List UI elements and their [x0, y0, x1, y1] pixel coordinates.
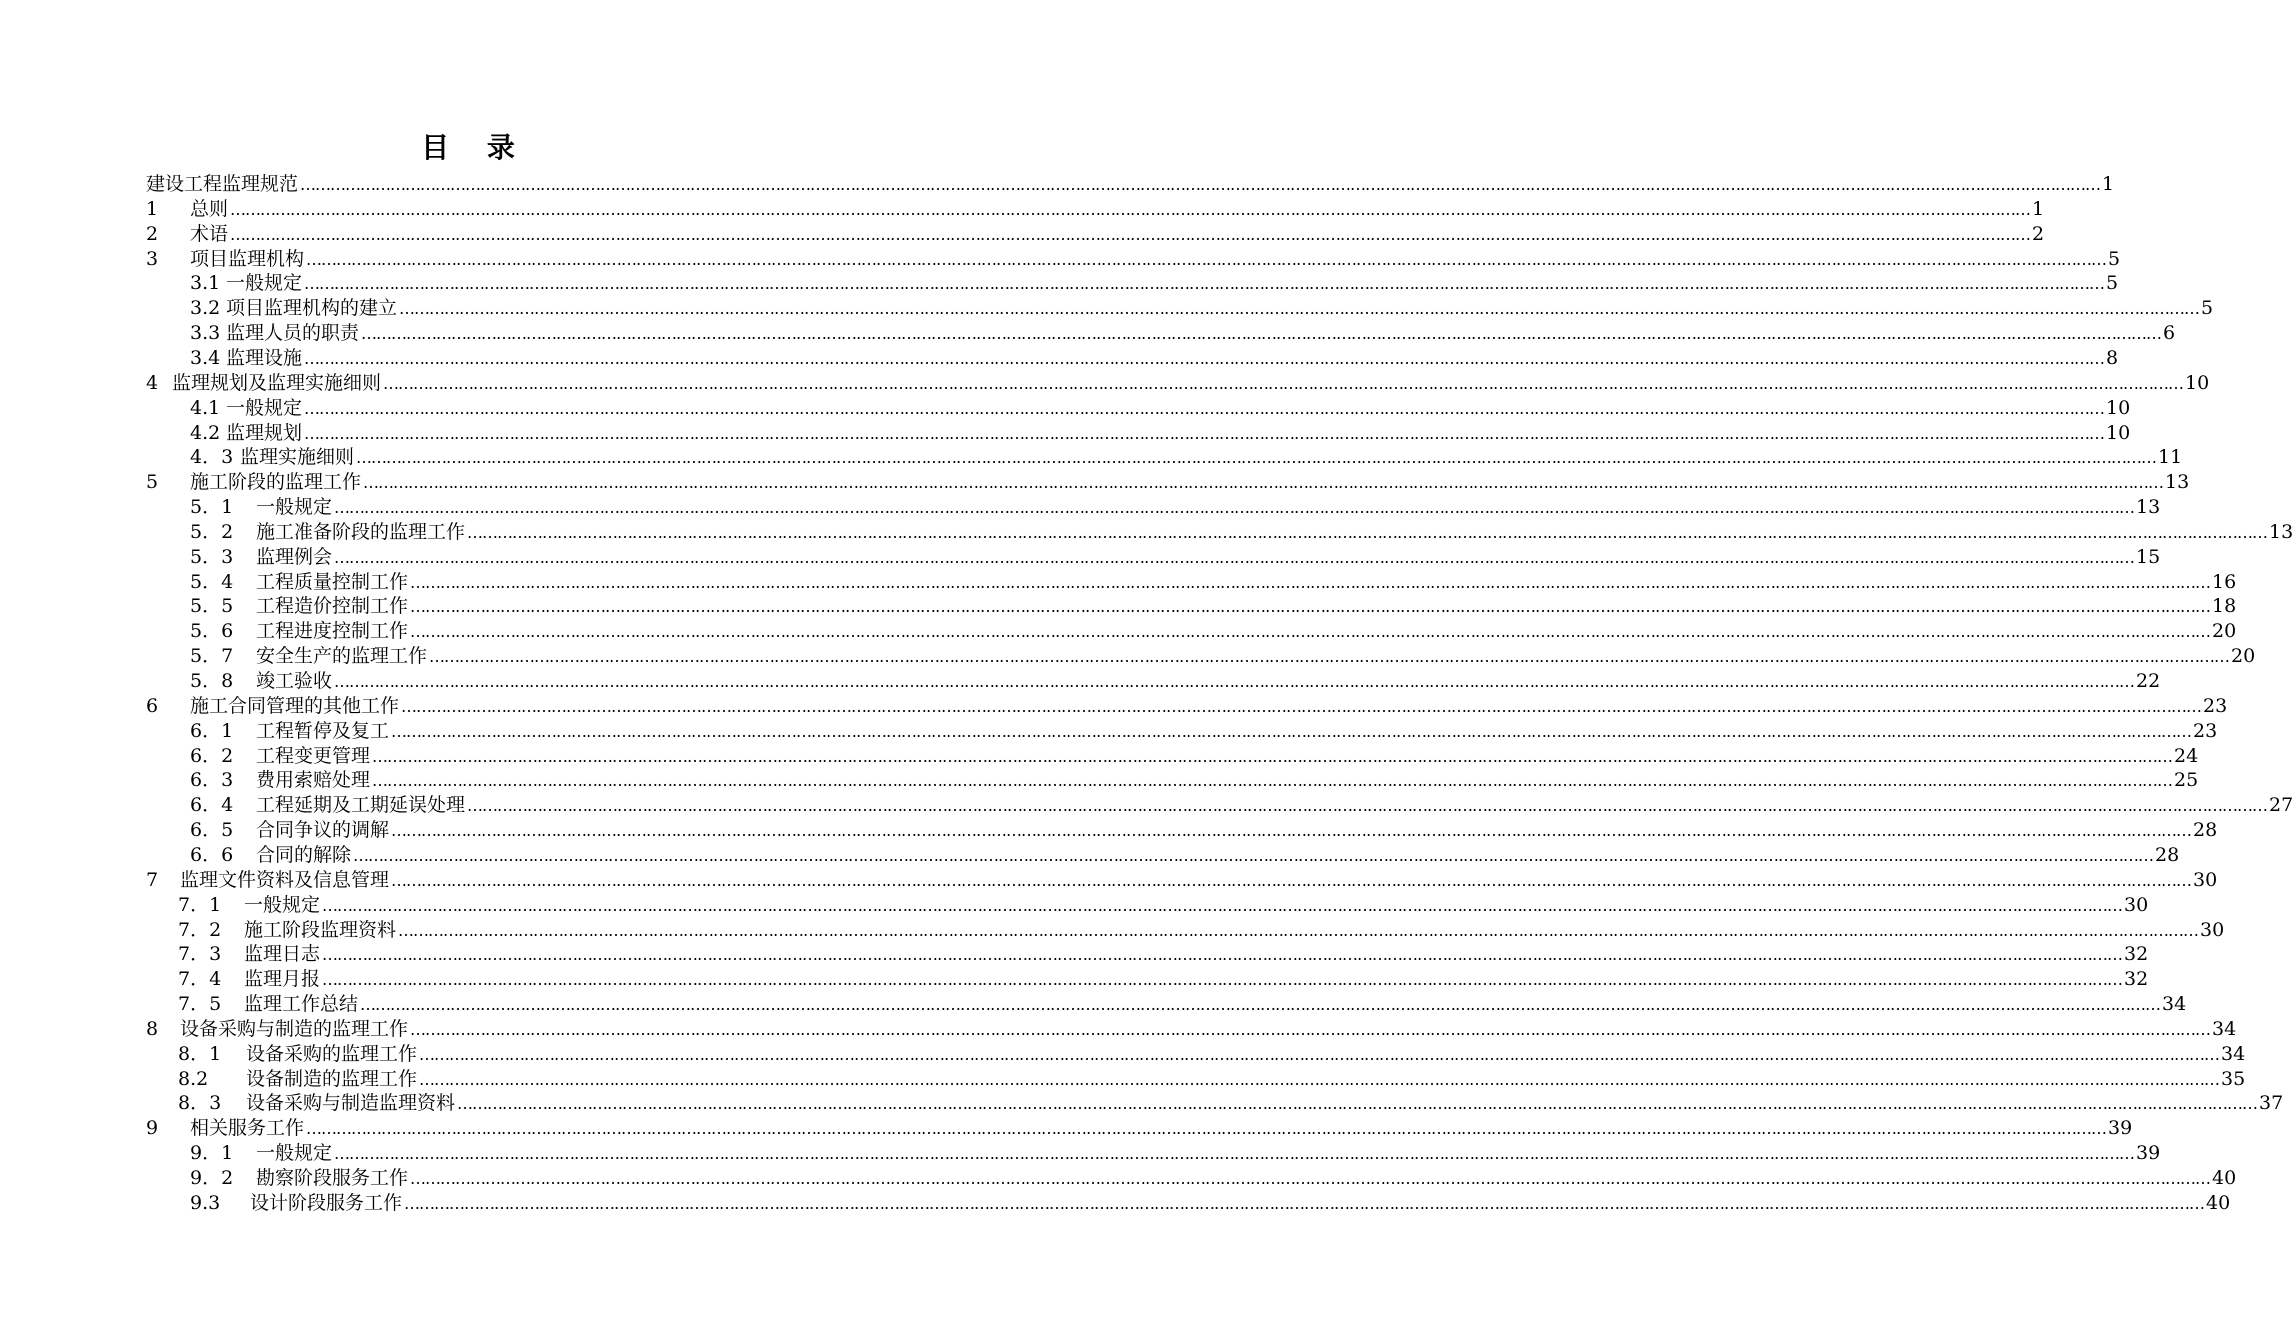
toc-entry-label: 一般规定 [256, 496, 333, 519]
toc-entry-page-number: 20 [2231, 645, 2256, 668]
toc-entry-page-number: 24 [2174, 744, 2199, 767]
toc-entry-number: 6．2 [190, 744, 234, 767]
toc-entry-page-number: 1 [2102, 173, 2115, 195]
toc-entry-page-number: 22 [2136, 670, 2161, 692]
toc-entry-number: 7．2 [178, 918, 222, 941]
toc-entry-page-number: 39 [2108, 1117, 2133, 1140]
toc-entry[interactable] [190, 644, 2256, 669]
toc-entry-label: 相关服务工作 [190, 1117, 305, 1140]
toc-entry[interactable] [178, 1091, 2284, 1116]
toc-entry-number: 8．1 [178, 1042, 222, 1065]
toc-entry-label: 施工合同管理的其他工作 [190, 694, 400, 717]
toc-leader-dots: ……………………………………………………………………………………………………………………………………………………………………………………………………………………………………………………………………………………………………………………………… [467, 522, 2268, 542]
toc-entry-page-number: 13 [2165, 471, 2190, 494]
toc-leader-dots: ……………………………………………………………………………………………………………………………………………………………………………………………………………………………………………………………………………………………………………………………… [410, 1019, 2211, 1039]
toc-entry-page-number: 15 [2136, 545, 2161, 568]
toc-entry-label: 合同争议的调解 [256, 819, 390, 842]
toc-entry-page-number: 18 [2212, 595, 2237, 618]
toc-entry-number: 7．4 [178, 968, 222, 991]
toc-entry-number: 2 [146, 222, 159, 245]
toc-entry-number: 7．1 [178, 893, 222, 916]
toc-leader-dots: ……………………………………………………………………………………………………………………………………………………………………………………………………………………………………………………………………………………………………………………………… [306, 1119, 2107, 1139]
toc-entry-number: 4．3 [190, 446, 234, 469]
toc-entry-page-number: 34 [2162, 993, 2187, 1016]
toc-entry[interactable] [178, 992, 2187, 1017]
toc-entry-page-number: 23 [2193, 719, 2218, 742]
toc-entry-label: 勘察阶段服务工作 [256, 1167, 409, 1189]
toc-entry[interactable] [190, 818, 2218, 843]
toc-entry[interactable] [190, 346, 2119, 371]
toc-entry-page-number: 23 [2203, 694, 2228, 717]
toc-entry-label: 设备制造的监理工作 [246, 1067, 418, 1090]
toc-leader-dots: ……………………………………………………………………………………………………………………………………………………………………………………………………………………………………………………………………………………………………………………………… [410, 572, 2211, 592]
toc-leader-dots: ……………………………………………………………………………………………………………………………………………………………………………………………………………………………………………………………………………………………………………………………… [334, 498, 2135, 518]
toc-entry-label: 一般规定 [226, 272, 303, 295]
toc-entry-page-number: 40 [2212, 1167, 2237, 1189]
toc-leader-dots: ……………………………………………………………………………………………………………………………………………………………………………………………………………………………………………………………………………………………………………………………… [398, 920, 2199, 940]
toc-leader-dots: ……………………………………………………………………………………………………………………………………………………………………………………………………………………………………………………………………………………………………………………………… [353, 845, 2154, 865]
toc-entry-number: 9.3 [190, 1191, 221, 1214]
toc-entry[interactable] [178, 918, 2225, 943]
toc-entry-label: 监理规划及监理实施细则 [172, 371, 382, 394]
toc-leader-dots: ……………………………………………………………………………………………………………………………………………………………………………………………………………………………………………………………………………………………………………………………… [399, 299, 2200, 319]
toc-entry[interactable] [178, 967, 2149, 992]
toc-entry-label: 监理月报 [244, 968, 321, 991]
toc-entry[interactable] [146, 371, 2210, 396]
toc-entry-page-number: 34 [2212, 1017, 2237, 1040]
toc-entry-number: 6 [146, 694, 159, 717]
toc-entry-page-number: 32 [2124, 943, 2149, 966]
toc-entry-label: 监理例会 [256, 545, 333, 568]
toc-entry-label: 一般规定 [256, 1142, 333, 1165]
toc-entry-number: 5．8 [190, 670, 234, 692]
toc-entry[interactable] [190, 570, 2237, 595]
toc-leader-dots: ……………………………………………………………………………………………………………………………………………………………………………………………………………………………………………………………………………………………………………………………… [383, 373, 2184, 393]
toc-entry-page-number: 13 [2269, 520, 2293, 543]
toc-entry[interactable] [178, 942, 2149, 967]
toc-entry-number: 5．5 [190, 595, 234, 618]
toc-entry-label: 合同的解除 [256, 843, 352, 866]
toc-entry-page-number: 25 [2174, 769, 2199, 792]
toc-entry-page-number: 6 [2163, 322, 2176, 345]
toc-entry[interactable] [146, 172, 2115, 197]
toc-leader-dots: ……………………………………………………………………………………………………………………………………………………………………………………………………………………………………………………………………………………………………………………………… [304, 348, 2105, 368]
toc-entry-page-number: 30 [2124, 893, 2149, 916]
toc-entry[interactable] [146, 222, 2045, 247]
toc-entry[interactable] [190, 545, 2161, 570]
toc-leader-dots: ……………………………………………………………………………………………………………………………………………………………………………………………………………………………………………………………………………………………………………………………… [230, 224, 2031, 244]
toc-entry-number: 9 [146, 1117, 159, 1140]
toc-entry[interactable] [190, 495, 2161, 520]
toc-entry-page-number: 16 [2212, 570, 2237, 593]
toc-entry-number: 6．6 [190, 843, 234, 866]
toc-entry-label: 工程质量控制工作 [256, 570, 409, 593]
toc-entry-label: 费用索赔处理 [256, 769, 371, 792]
toc-leader-dots: ……………………………………………………………………………………………………………………………………………………………………………………………………………………………………………………………………………………………………………………………… [334, 672, 2135, 691]
toc-entry-label: 监理设施 [226, 346, 303, 369]
toc-leader-dots: ……………………………………………………………………………………………………………………………………………………………………………………………………………………………………………………………………………………………………………………………… [391, 821, 2192, 841]
toc-entry-label: 安全生产的监理工作 [256, 645, 428, 668]
toc-entry-page-number: 5 [2201, 297, 2214, 320]
toc-entry-number: 7．5 [178, 993, 222, 1016]
toc-entry-page-number: 40 [2206, 1191, 2231, 1214]
toc-entry-label: 监理工作总结 [244, 993, 359, 1016]
toc-entry-label: 工程变更管理 [256, 744, 371, 767]
toc-entry-number: 5．4 [190, 570, 234, 593]
toc-entry-number: 6．1 [190, 719, 234, 742]
toc-leader-dots: ……………………………………………………………………………………………………………………………………………………………………………………………………………………………………………………………………………………………………………………………… [419, 1069, 2220, 1089]
toc-leader-dots: ……………………………………………………………………………………………………………………………………………………………………………………………………………………………………………………………………………………………………………………………… [410, 597, 2211, 617]
toc-entry-page-number: 37 [2259, 1092, 2284, 1115]
toc-entry-number: 9．1 [190, 1142, 234, 1165]
toc-entry-page-number: 35 [2221, 1067, 2246, 1090]
toc-entry-page-number: 39 [2136, 1142, 2161, 1165]
toc-entry[interactable] [190, 719, 2218, 744]
toc-entry[interactable] [146, 247, 2121, 272]
toc-entry-label: 施工阶段监理资料 [244, 918, 397, 941]
toc-entry-number: 3.2 [190, 297, 221, 320]
toc-entry[interactable] [190, 768, 2199, 793]
toc-entry-label: 设备采购与制造的监理工作 [180, 1017, 409, 1040]
toc-entry[interactable] [178, 1067, 2246, 1092]
toc-entry-number: 3 [146, 247, 159, 270]
toc-entry-page-number: 5 [2106, 272, 2119, 295]
toc-entry-label: 建设工程监理规范 [146, 173, 299, 195]
toc-entry[interactable] [190, 396, 2131, 421]
toc-entry[interactable] [190, 271, 2119, 296]
toc-entry-label: 工程延期及工期延误处理 [256, 794, 466, 817]
toc-title: 目 录 [421, 131, 529, 164]
toc-leader-dots: ……………………………………………………………………………………………………………………………………………………………………………………………………………………………………………………………………………………………………………………………… [334, 547, 2135, 567]
toc-entry-label: 工程进度控制工作 [256, 620, 409, 643]
toc-entry[interactable] [146, 470, 2190, 495]
toc-leader-dots: ……………………………………………………………………………………………………………………………………………………………………………………………………………………………………………………………………………………………………………………………… [429, 647, 2230, 667]
toc-entry-number: 3.3 [190, 322, 221, 345]
toc-leader-dots: ……………………………………………………………………………………………………………………………………………………………………………………………………………………………………………………………………………………………………………………………… [360, 995, 2161, 1015]
toc-entry[interactable] [190, 843, 2180, 868]
toc-leader-dots: ……………………………………………………………………………………………………………………………………………………………………………………………………………………………………………………………………………………………………………………………… [372, 771, 2173, 791]
toc-entry-label: 一般规定 [226, 396, 303, 419]
toc-entry-number: 4.1 [190, 396, 221, 419]
toc-entry-page-number: 10 [2106, 421, 2131, 444]
toc-entry-label: 工程暂停及复工 [256, 719, 390, 742]
toc-leader-dots: ……………………………………………………………………………………………………………………………………………………………………………………………………………………………………………………………………………………………………………………………… [322, 970, 2123, 990]
toc-entry-page-number: 1 [2032, 197, 2045, 220]
toc-entry-page-number: 8 [2106, 346, 2119, 369]
toc-entry-number: 7 [146, 868, 159, 891]
toc-leader-dots: ……………………………………………………………………………………………………………………………………………………………………………………………………………………………………………………………………………………………………………………………… [356, 448, 2157, 468]
toc-entry-page-number: 10 [2106, 396, 2131, 419]
toc-entry[interactable] [146, 1017, 2237, 1042]
toc-entry-label: 监理规划 [226, 421, 303, 444]
toc-entry-number: 5．6 [190, 620, 234, 643]
toc-entry[interactable] [190, 1166, 2237, 1191]
toc-leader-dots: ……………………………………………………………………………………………………………………………………………………………………………………………………………………………………………………………………………………………………………………………… [401, 696, 2202, 716]
toc-entry-page-number: 5 [2108, 247, 2121, 270]
toc-entry[interactable] [190, 321, 2176, 346]
toc-entry[interactable] [190, 744, 2199, 769]
toc-entry[interactable] [190, 669, 2161, 694]
toc-entry-page-number: 27 [2269, 794, 2293, 817]
toc-entry[interactable] [146, 694, 2228, 719]
toc-entry-label: 项目监理机构的建立 [226, 297, 398, 320]
toc-entry-label: 施工阶段的监理工作 [190, 471, 362, 494]
toc-leader-dots: ……………………………………………………………………………………………………………………………………………………………………………………………………………………………………………………………………………………………………………………………… [419, 1044, 2220, 1064]
toc-entry-number: 6．5 [190, 819, 234, 842]
toc-entry-number: 3.4 [190, 346, 221, 369]
toc-entry-number: 5．3 [190, 545, 234, 568]
toc-entry-number: 9．2 [190, 1167, 234, 1189]
toc-entry[interactable] [190, 421, 2131, 446]
toc-entry-label: 项目监理机构 [190, 247, 305, 270]
toc-leader-dots: ……………………………………………………………………………………………………………………………………………………………………………………………………………………………………………………………………………………………………………………………… [334, 1144, 2135, 1164]
toc-entry-number: 5．7 [190, 645, 234, 668]
toc-entry-number: 6．3 [190, 769, 234, 792]
toc-entry[interactable] [178, 1042, 2246, 1067]
toc-leader-dots: ……………………………………………………………………………………………………………………………………………………………………………………………………………………………………………………………………………………………………………………………… [457, 1094, 2258, 1114]
toc-entry-page-number: 13 [2136, 496, 2161, 519]
toc-entry-page-number: 2 [2032, 222, 2045, 245]
toc-leader-dots: ……………………………………………………………………………………………………………………………………………………………………………………………………………………………………………………………………………………………………………………………… [391, 870, 2192, 890]
toc-entry-label: 术语 [190, 222, 229, 245]
toc-entry-page-number: 11 [2158, 446, 2183, 469]
toc-leader-dots: ……………………………………………………………………………………………………………………………………………………………………………………………………………………………………………………………………………………………………………………………… [300, 175, 2101, 194]
toc-leader-dots: ……………………………………………………………………………………………………………………………………………………………………………………………………………………………………………………………………………………………………………………………… [363, 473, 2164, 493]
toc-entry-page-number: 30 [2193, 868, 2218, 891]
toc-leader-dots: ……………………………………………………………………………………………………………………………………………………………………………………………………………………………………………………………………………………………………………………………… [391, 721, 2192, 741]
toc-entry-label: 设备采购的监理工作 [246, 1042, 418, 1065]
toc-entry-label: 一般规定 [244, 893, 321, 916]
toc-entry-number: 5．2 [190, 520, 234, 543]
toc-entry[interactable] [190, 619, 2237, 644]
toc-leader-dots: ……………………………………………………………………………………………………………………………………………………………………………………………………………………………………………………………………………………………………………………………… [372, 746, 2173, 766]
toc-leader-dots: ……………………………………………………………………………………………………………………………………………………………………………………………………………………………………………………………………………………………………………………………… [322, 945, 2123, 965]
toc-entry[interactable] [178, 893, 2149, 918]
toc-entry-label: 监理文件资料及信息管理 [180, 868, 390, 891]
toc-entry[interactable] [190, 1141, 2161, 1166]
toc-entry[interactable] [146, 868, 2218, 893]
toc-entry-number: 5．1 [190, 496, 234, 519]
toc-leader-dots: ……………………………………………………………………………………………………………………………………………………………………………………………………………………………………………………………………………………………………………………………… [404, 1193, 2205, 1213]
toc-entry-page-number: 28 [2155, 843, 2180, 866]
toc-leader-dots: ……………………………………………………………………………………………………………………………………………………………………………………………………………………………………………………………………………………………………………………………… [410, 1169, 2211, 1188]
toc-entry-number: 7．3 [178, 943, 222, 966]
toc-entry-number: 4 [146, 371, 159, 394]
toc-leader-dots: ……………………………………………………………………………………………………………………………………………………………………………………………………………………………………………………………………………………………………………………………… [410, 622, 2211, 642]
toc-entry[interactable] [190, 594, 2237, 619]
toc-leader-dots: ……………………………………………………………………………………………………………………………………………………………………………………………………………………………………………………………………………………………………………………………… [467, 796, 2268, 816]
toc-entry-number: 8.2 [178, 1067, 209, 1090]
toc-entry-label: 监理人员的职责 [226, 322, 360, 345]
toc-entry-number: 4.2 [190, 421, 221, 444]
toc-entry-label: 设计阶段服务工作 [250, 1191, 403, 1214]
toc-entry-page-number: 34 [2221, 1042, 2246, 1065]
toc-entry-label: 监理日志 [244, 943, 321, 966]
toc-leader-dots: ……………………………………………………………………………………………………………………………………………………………………………………………………………………………………………………………………………………………………………………………… [304, 398, 2105, 418]
toc-leader-dots: ……………………………………………………………………………………………………………………………………………………………………………………………………………………………………………………………………………………………………………………………… [361, 324, 2162, 344]
toc-entry[interactable] [190, 445, 2183, 470]
toc-entry[interactable] [146, 1116, 2133, 1141]
toc-entry-number: 3.1 [190, 272, 221, 295]
toc-entry-page-number: 30 [2200, 918, 2225, 941]
toc-entry-label: 总则 [190, 197, 229, 220]
toc-leader-dots: ……………………………………………………………………………………………………………………………………………………………………………………………………………………………………………………………………………………………………………………………… [322, 895, 2123, 915]
toc-entry-page-number: 28 [2193, 819, 2218, 842]
toc-entry-page-number: 10 [2185, 371, 2210, 394]
toc-entry[interactable] [190, 520, 2293, 545]
toc-entry-number: 5 [146, 471, 159, 494]
toc-entry-label: 工程造价控制工作 [256, 595, 409, 618]
toc-entry-label: 监理实施细则 [240, 446, 355, 469]
toc-entry-label: 施工准备阶段的监理工作 [256, 520, 466, 543]
toc-leader-dots: ……………………………………………………………………………………………………………………………………………………………………………………………………………………………………………………………………………………………………………………………… [304, 274, 2105, 294]
toc-entry[interactable] [190, 1191, 2231, 1216]
toc-entry-page-number: 20 [2212, 620, 2237, 643]
toc-entry[interactable] [146, 197, 2045, 222]
toc-leader-dots: ……………………………………………………………………………………………………………………………………………………………………………………………………………………………………………………………………………………………………………………………… [230, 199, 2031, 219]
toc-entry-label: 设备采购与制造监理资料 [246, 1092, 456, 1115]
toc-entry-number: 8 [146, 1017, 159, 1040]
toc-entry-number: 1 [146, 197, 159, 220]
toc-entry[interactable] [190, 793, 2293, 818]
toc-entry-page-number: 32 [2124, 968, 2149, 991]
toc-leader-dots: ……………………………………………………………………………………………………………………………………………………………………………………………………………………………………………………………………………………………………………………………… [304, 423, 2105, 443]
toc-entry-number: 6．4 [190, 794, 234, 817]
toc-entry[interactable] [190, 296, 2214, 321]
toc-leader-dots: ……………………………………………………………………………………………………………………………………………………………………………………………………………………………………………………………………………………………………………………………… [306, 249, 2107, 269]
toc-entry-number: 8．3 [178, 1092, 222, 1115]
toc-entry-label: 竣工验收 [256, 670, 333, 692]
